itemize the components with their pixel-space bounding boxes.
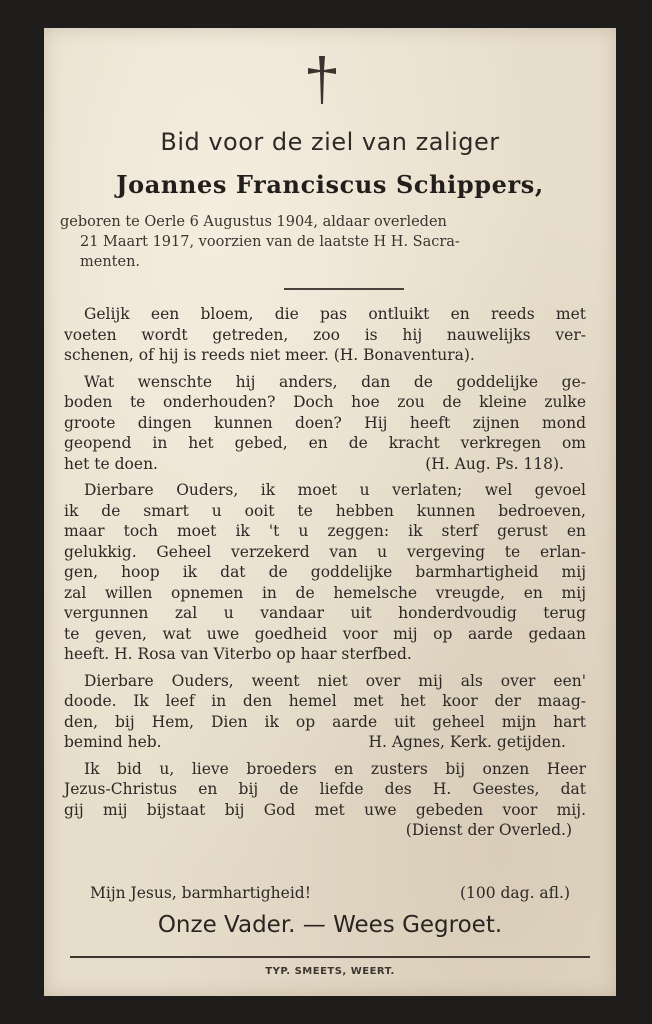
paragraph-augustinus — [64, 372, 586, 475]
text-line: ik de smart u ooit te hebben kunnen bedroeven, — [64, 501, 586, 520]
prayer-text: Mijn Jesus, barmhartigheid! — [90, 884, 311, 902]
bottom-divider — [70, 956, 590, 958]
citation: (Dienst der Overled.) — [405, 821, 572, 839]
paragraph-dienst — [64, 759, 586, 841]
text-line — [64, 732, 586, 753]
birth-line: menten. — [80, 254, 141, 270]
citation: (H. Aug. Ps. 118). — [425, 454, 564, 473]
text-line: Jezus-Christus en bij de liefde des H. Geestes, dat — [64, 780, 586, 798]
citation: H. Agnes, Kerk. getijden. — [368, 733, 566, 751]
text-line-left: het te doen. — [64, 454, 158, 473]
text-line: gelukkig. Geheel verzekerd van u vergeving te erlan- — [64, 542, 586, 561]
text-line: gij mij bijstaat bij God met uwe gebeden voor mij. — [64, 800, 586, 819]
prayer-line — [90, 884, 570, 902]
paragraph-agnes — [64, 671, 586, 753]
printer-mark: TYP. SMEETS, WEERT. — [265, 966, 395, 977]
closing-prayer: Onze Vader. — Wees Gegroet. — [157, 912, 503, 938]
text-line: geopend in het gebed, en de kracht verkregen om — [64, 434, 586, 452]
text-line: voeten wordt getreden, zoo is hij nauwelijks ver- — [64, 325, 586, 344]
card-text — [64, 304, 586, 847]
text-line: Ik bid u, lieve broeders en zusters bij onzen Heer — [84, 759, 586, 778]
birth-line: geboren te Oerle 6 Augustus 1904, aldaar overleden — [60, 214, 447, 230]
text-line: gen, hoop ik dat de goddelijke barmhartigheid mij — [64, 563, 586, 581]
indulgence-text: (100 dag. afl.) — [459, 884, 570, 902]
paragraph-rosa — [64, 480, 586, 665]
text-line: heeft. H. Rosa van Viterbo op haar sterfbed. — [64, 645, 412, 663]
text-line: zal willen opnemen in de hemelsche vreugde, en mij — [64, 583, 586, 602]
text-line: doode. Ik leef in den hemel met het koor der maag- — [64, 692, 586, 710]
text-line: Dierbare Ouders, weent niet over mij als over een' — [84, 671, 586, 690]
text-line: schenen, of hij is reeds niet meer. (H. Bonaventura). — [64, 346, 475, 364]
text-line: maar toch moet ik 't u zeggen: ik sterf gerust en — [64, 522, 586, 540]
cross-icon — [302, 52, 342, 108]
divider — [284, 288, 404, 290]
text-line: Wat wenschte hij anders, dan de goddelijke ge- — [84, 372, 586, 391]
deceased-name: Joannes Franciscus Schippers, — [116, 170, 544, 199]
text-line: te geven, wat uwe goedheid voor mij op aarde gedaan — [64, 624, 586, 643]
text-line-left: bemind heb. — [64, 733, 162, 751]
birth-line: 21 Maart 1917, voorzien van de laatste H H. Sacra- — [80, 234, 460, 250]
text-line: Dierbare Ouders, ik moet u verlaten; wel gevoel — [84, 481, 586, 499]
text-line: boden te onderhouden? Doch hoe zou de kleine zulke — [64, 393, 586, 411]
text-line: Gelijk een bloem, die pas ontluikt en reeds met — [84, 305, 586, 323]
paragraph-bonaventura — [64, 304, 586, 366]
text-line: groote dingen kunnen doen? Hij heeft zijnen mond — [64, 413, 586, 432]
birth-death-info — [60, 212, 590, 272]
heading: Bid voor de ziel van zaliger — [160, 128, 500, 156]
text-line: vergunnen zal u vandaar uit honderdvoudig terug — [64, 604, 586, 622]
card-paper — [44, 28, 616, 996]
text-line — [64, 454, 586, 475]
text-line: den, bij Hem, Dien ik op aarde uit geheel mijn hart — [64, 712, 586, 731]
